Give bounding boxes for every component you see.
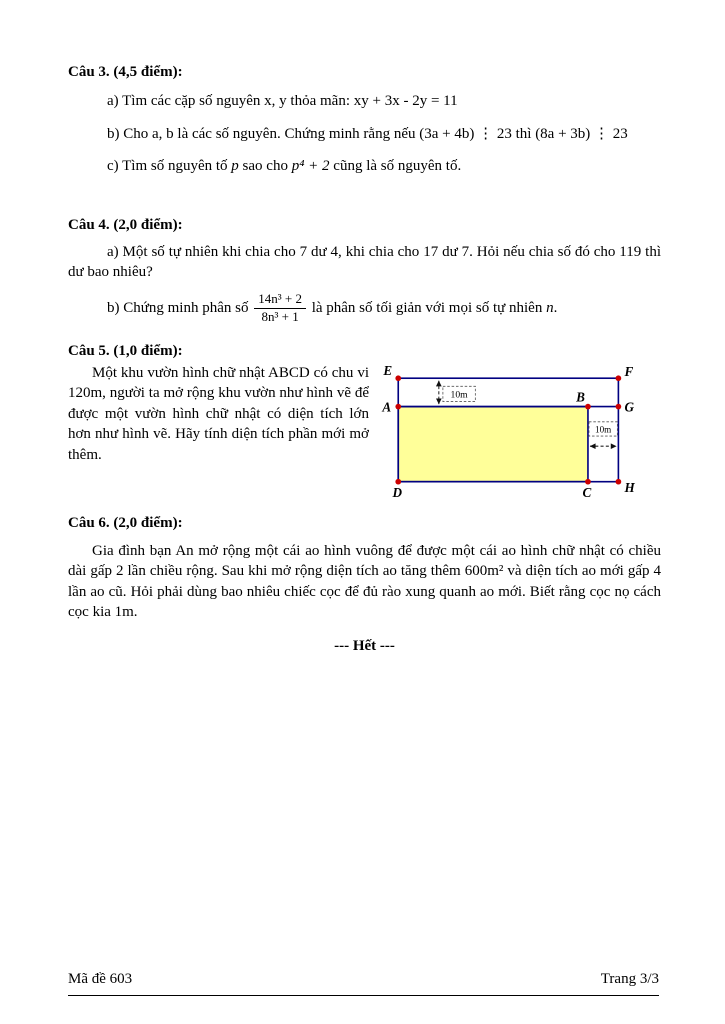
question-3-heading: Câu 3. (4,5 điểm): [68, 64, 183, 80]
vertex-label-e: E [383, 363, 393, 379]
question-3a-text: a) Tìm các cặp số nguyên x, y thỏa mãn: [107, 93, 354, 110]
original-garden-rect [398, 407, 588, 482]
question-3a [107, 91, 661, 111]
question-4b-text-1: b) Chứng minh phân số [107, 299, 253, 316]
question-6-text: Gia đình bạn An mở rộng một cái ao hình vuông để được một cái ao hình chữ nhật có chiều dài gấp 2 lần chiều rộng. Sau khi mở rộng diện tích ao tăng thêm 600m² và diện tích ao mới gấp 4 lần ao cũ. Hỏi phải dùng bao nhiêu chiếc cọc để đủ rào xung quanh ao mới. Biết rằng cọc nọ cách cọc kia 1m. [68, 542, 661, 620]
question-3b-text-1: b) Cho a, b là các số nguyên. Chứng minh rằng nếu [107, 125, 420, 142]
question-5-heading: Câu 5. (1,0 điểm): [68, 342, 183, 359]
question-5-text: Một khu vườn hình chữ nhật ABCD có chu vi 120m, người ta mở rộng khu vườn như hình vẽ để được một vườn hình chữ nhật có diện tích lớn hơn như hình vẽ. Hãy tính diện tích phần mới mở thêm. [68, 365, 369, 463]
page-footer [68, 969, 659, 996]
math-expression-3b-1: (3a + 4b) ⋮ 23 [419, 125, 512, 142]
vertex-dot-f [616, 375, 622, 381]
question-4b [107, 292, 661, 325]
end-marker: --- Hết --- [334, 638, 395, 655]
question-3b-text-2: thì [511, 125, 536, 142]
vertex-dot-b [585, 404, 591, 410]
dim-label-right: 10m [595, 424, 612, 435]
question-3b [107, 124, 661, 144]
question-5 [68, 341, 661, 500]
vertex-dot-a [395, 404, 401, 410]
footer-exam-code: Mã đề 603 [68, 970, 133, 987]
vertex-dot-c [585, 479, 591, 485]
question-4-heading: Câu 4. (2,0 điểm): [68, 216, 183, 233]
dim-label-top: 10m [450, 389, 468, 401]
question-3c [107, 156, 661, 176]
question-4 [68, 215, 661, 325]
fraction-numerator: 14n³ + 2 [254, 292, 306, 309]
vertex-dot-d [395, 479, 401, 485]
vertex-dot-e [395, 375, 401, 381]
question-4b-text-3: . [553, 299, 558, 316]
vertex-label-b: B [576, 389, 585, 405]
footer-page-number: Trang 3/3 [600, 970, 659, 987]
question-4b-text-2: là phân số tối giản với mọi số tự nhiên [307, 299, 547, 316]
math-expression-4b-n: n [546, 299, 554, 316]
figure-shapes [398, 378, 618, 481]
vertex-label-d: D [392, 484, 402, 500]
vertex-dot-g [616, 404, 622, 410]
math-expression-3a: xy + 3x - 2y = 11 [353, 93, 458, 110]
garden-figure [381, 363, 661, 509]
question-3c-text-1: c) Tìm số nguyên tố [107, 158, 232, 175]
math-expression-3c: p⁴ + 2 [291, 158, 330, 175]
question-3c-text-3: cũng là số nguyên tố. [329, 158, 462, 175]
fraction-denominator: 8n³ + 1 [261, 308, 299, 324]
question-3c-text-2: sao cho [238, 158, 292, 175]
question-4a-text: a) Một số tự nhiên khi chia cho 7 dư 4, khi chia cho 17 dư 7. Hỏi nếu chia số đó cho 119 thì dư bao nhiêu? [68, 243, 661, 281]
math-expression-3b-2: (8a + 3b) ⋮ 23 [535, 125, 628, 142]
question-5-content [68, 363, 661, 500]
question-6-heading: Câu 6. (2,0 điểm): [68, 515, 183, 532]
garden-diagram [381, 363, 661, 503]
vertex-label-g: G [624, 399, 634, 415]
question-6 [68, 513, 661, 622]
vertex-label-a: A [382, 399, 392, 415]
math-expression-3c-p: p [231, 158, 239, 175]
vertex-dot-h [616, 479, 622, 485]
fraction [254, 292, 306, 325]
question-3 [68, 62, 661, 177]
vertex-label-h: H [624, 479, 635, 495]
vertex-label-f: F [624, 364, 634, 380]
vertex-label-c: C [582, 484, 592, 500]
